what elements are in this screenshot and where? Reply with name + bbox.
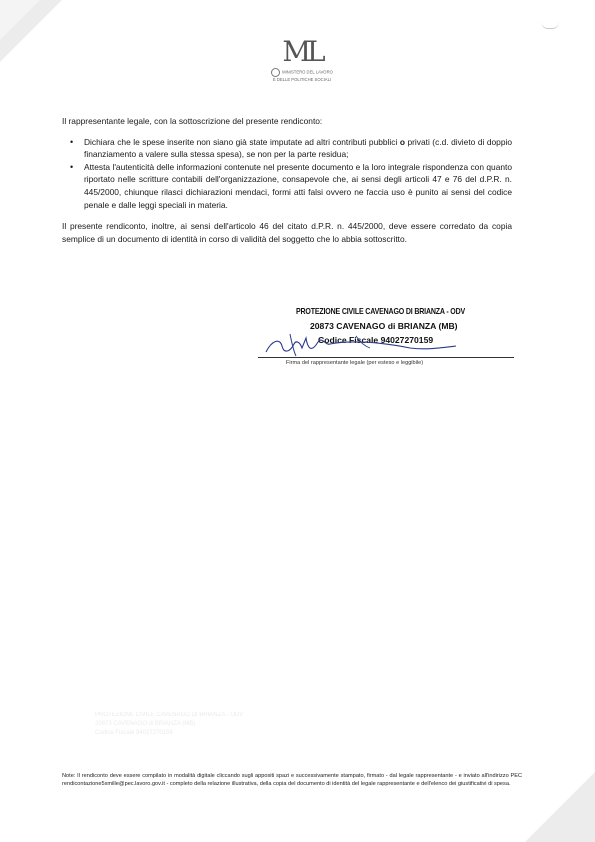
page-corner-shadow-bottom: [525, 772, 595, 842]
declaration-text-1b: privati (c.d. divieto di doppio finanziamento a valere sulla stessa spesa), se non per la parte residua;: [84, 136, 512, 160]
stamp-address: 20873 CAVENAGO di BRIANZA (MB): [310, 321, 458, 331]
page-corner-highlight: [0, 0, 40, 40]
declaration-text-1a: Dichiara che le spese inserite non siano già state imputate ad altri contributi pubblici: [84, 136, 400, 147]
declaration-list: [62, 136, 512, 212]
scan-mark: [541, 22, 559, 29]
declaration-text-2: Attesta l'autenticità delle informazioni contenute nel presente documento e la loro integrale rispondenza con quanto riportato nelle scritture contabili dell'organizzazione, consapevole che, ai sensi degli articoli 47 e 76 del d.P.R. n. 445/2000, chiunque rilasci dichiarazioni mendaci, formi atti falsi ovvero ne faccia uso è punito ai sensi del codice penale e dalle leggi speciali in materia.: [84, 161, 512, 210]
stamp-tax-code: Codice Fiscale 94027270159: [318, 335, 434, 345]
logo-mark: ML: [282, 35, 322, 68]
bullet-icon: •: [70, 136, 74, 147]
declaration-item-double-funding: [70, 136, 512, 161]
bullet-icon: •: [70, 161, 74, 172]
handwritten-signature: [260, 330, 460, 358]
bleed-through-text: [95, 712, 495, 762]
declaration-body: [62, 115, 512, 254]
signature-caption: Firma del rappresentante legale (per esteso e leggibile): [286, 360, 424, 366]
emblem-icon: [271, 68, 280, 77]
bleed-through-line-1: PROTEZIONE CIVILE CAVENAGO DI BRIANZA - ODV: [95, 712, 244, 718]
ministry-logo: [262, 35, 342, 82]
logo-line-1: MINISTERO DEL LAVORO: [282, 69, 333, 75]
closing-text: Il presente rendiconto, inoltre, ai sensi dell'articolo 46 del citato d.P.R. n. 445/2000, deve essere corredato da copia semplice di un documento di identità in corso di validità del soggetto che lo abbia sottoscritto.: [62, 221, 512, 244]
bleed-through-line-2: 20873 CAVENAGO di BRIANZA (MB): [95, 721, 196, 727]
stamp-org-name: PROTEZIONE CIVILE CAVENAGO DI BRIANZA - ODV: [296, 307, 466, 316]
intro-text: Il rappresentante legale, con la sottoscrizione del presente rendiconto:: [62, 116, 323, 126]
signature-line: [258, 357, 514, 358]
logo-line-2: E DELLE POLITICHE SOCIALI: [272, 77, 332, 82]
bleed-through-line-3: Codice Fiscale 94027270159: [95, 730, 173, 736]
declaration-text-1-bold: o: [399, 136, 405, 147]
declaration-item-authenticity: [70, 161, 512, 211]
logo-caption: [262, 68, 342, 82]
footnote: Note: Il rendiconto deve essere compilato in modalità digitale cliccando sugli appositi spazi e successivamente stampato, firmato - dal legale rappresentante - e inviato all'indirizzo PEC rendicontazione5xmille@pec.lavoro.gov.it - completo della relazione illustrativa, della copia del documento di identità del legale rappresentante e dell'elenco dei giustificativi di spesa.: [62, 773, 522, 788]
